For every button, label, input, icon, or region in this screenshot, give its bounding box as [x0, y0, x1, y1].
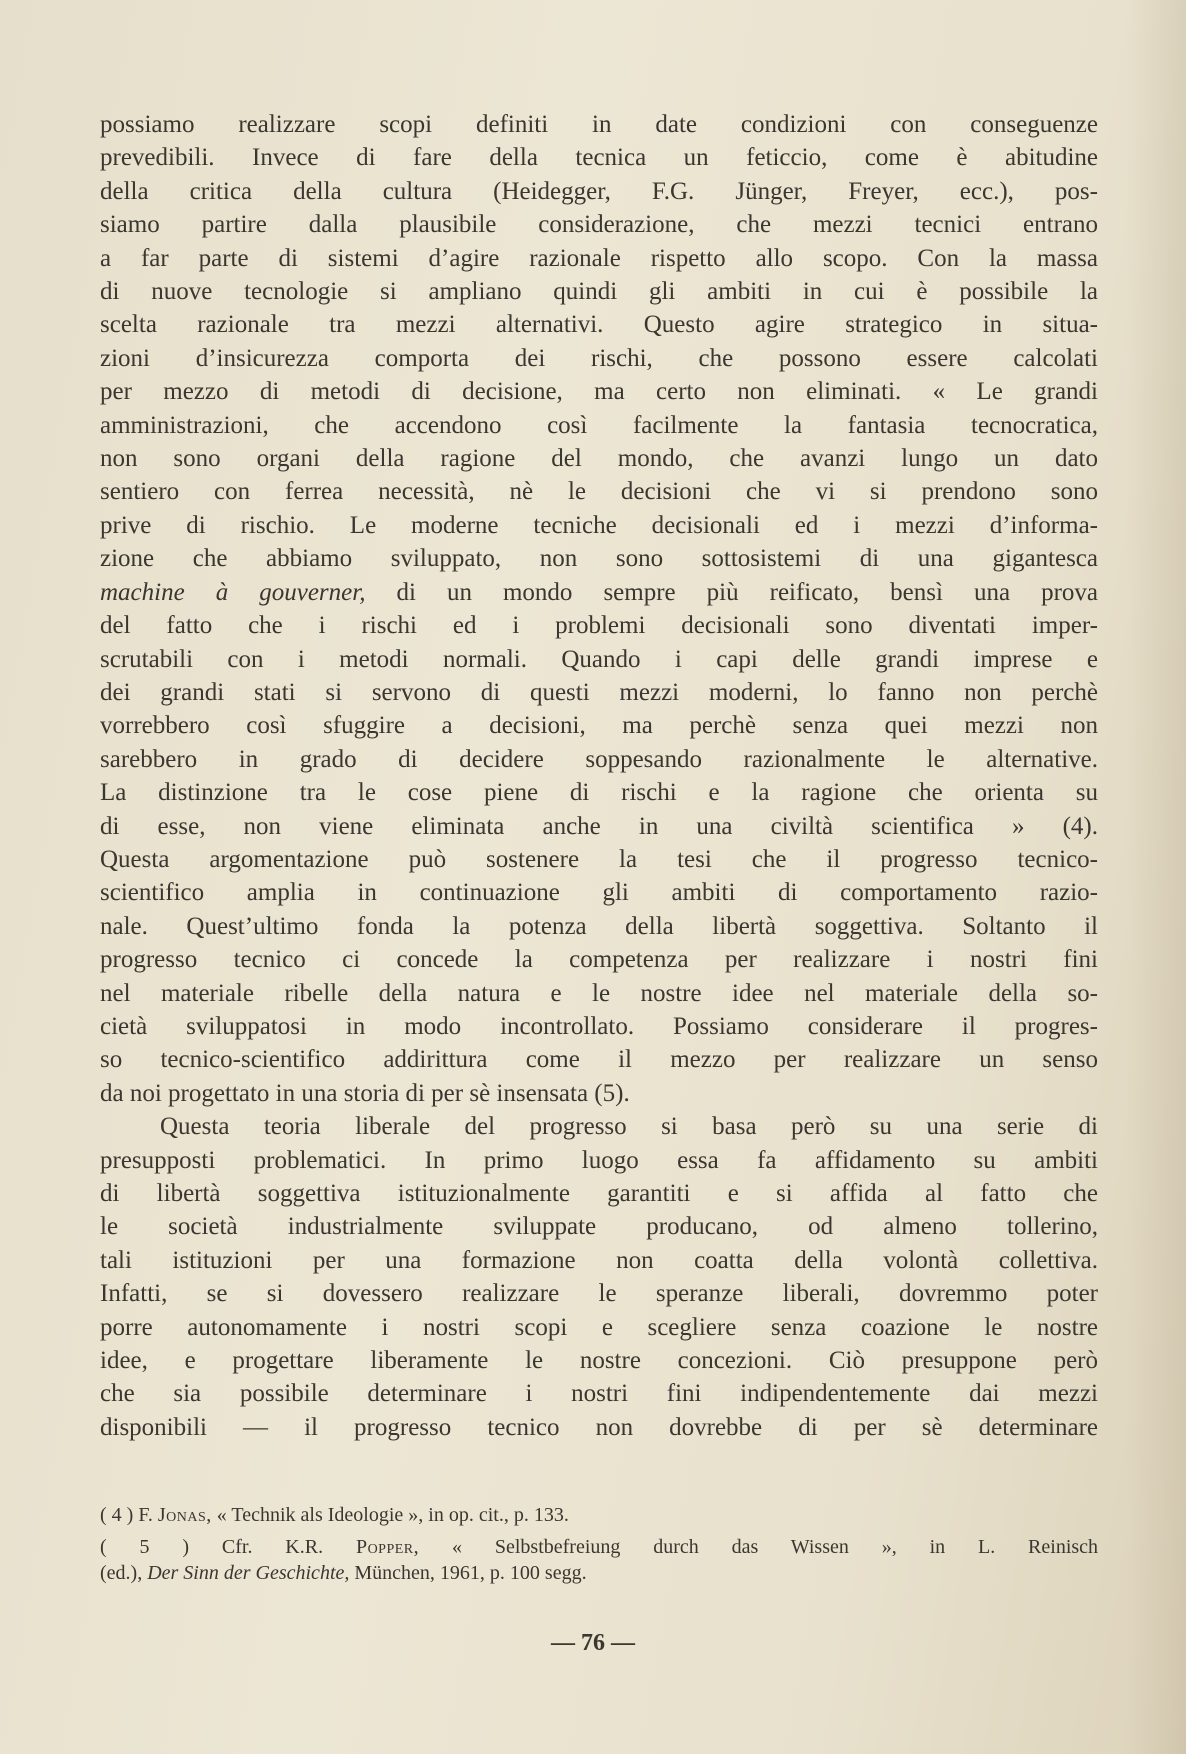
text-line: della critica della cultura (Heidegger, F.G. Jünger, Freyer, ecc.), pos- [100, 177, 1098, 205]
footnotes [100, 1502, 1098, 1592]
text-line: presupposti problematici. In primo luogo essa fa affidamento su ambiti [100, 1146, 1098, 1174]
text-line: da noi progettato in una storia di per sè insensata (5). [100, 1079, 630, 1107]
citation-publication: München, 1961, p. 100 segg. [354, 1562, 587, 1584]
text-line: scrutabili con i metodi normali. Quando i capi delle grandi imprese e [100, 645, 1098, 673]
body-text [100, 108, 1098, 1444]
text-line: vorrebbero così sfuggire a decisioni, ma perchè senza quei mezzi non [100, 712, 1098, 740]
footnote-line [100, 1534, 1098, 1560]
text-line: cietà sviluppatosi in modo incontrollato. Possiamo considerare il progres- [100, 1012, 1098, 1040]
text-line-with-italic [100, 576, 1098, 609]
paragraph-2 [100, 1110, 1098, 1444]
text-line: Infatti, se si dovessero realizzare le speranze liberali, dovremmo poter [100, 1280, 1098, 1308]
text-line: progresso tecnico ci concede la competenza per realizzare i nostri fini [100, 946, 1098, 974]
footnote-4 [100, 1502, 1098, 1528]
text-line: sarebbero in grado di decidere soppesando razionalmente le alternative. [100, 745, 1098, 773]
footnote-5 [100, 1534, 1098, 1586]
book-title: Der Sinn der Geschichte, [147, 1562, 350, 1584]
text-line: scelta razionale tra mezzi alternativi. Questo agire strategico in situa- [100, 311, 1098, 339]
text-line: zione che abbiamo sviluppato, non sono sottosistemi di una gigantesca [100, 545, 1098, 573]
text-line: idee, e progettare liberamente le nostre concezioni. Ciò presuppone però [100, 1347, 1098, 1375]
text-line: dei grandi stati si servono di questi mezzi moderni, lo fanno non perchè [100, 678, 1098, 706]
text-line: tali istituzioni per una formazione non coatta della volontà collettiva. [100, 1246, 1098, 1274]
text-line: prive di rischio. Le moderne tecniche decisionali ed i mezzi d’informa- [100, 511, 1098, 539]
author-initial: F. [138, 1504, 153, 1526]
text-line: prevedibili. Invece di fare della tecnica un feticcio, come è abitudine [100, 144, 1098, 172]
italic-phrase: machine à gouverner, [100, 578, 366, 606]
text-line: che sia possibile determinare i nostri fini indipendentemente dai mezzi [100, 1380, 1098, 1408]
line-rest: di un mondo sempre più reificato, bensì una prova [365, 578, 1098, 606]
citation-rest: « Selbstbefreiung durch das Wissen », in L. Reinisch [452, 1536, 1099, 1558]
text-line: zioni d’insicurezza comporta dei rischi, che possono essere calcolati [100, 344, 1098, 372]
text-line: di libertà soggettiva istituzionalmente garantiti e si affida al fatto che [100, 1180, 1098, 1207]
text-line: siamo partire dalla plausibile considerazione, che mezzi tecnici entrano [100, 211, 1098, 239]
text-line: per mezzo di metodi di decisione, ma certo non eliminati. « Le grandi [100, 378, 1098, 406]
page-number: — 76 — [551, 1630, 635, 1656]
text-line: sentiero con ferrea necessità, nè le decisioni che vi si prendono sono [100, 478, 1098, 506]
footnote-marker: ( 4 ) [100, 1504, 134, 1526]
text-line: a far parte di sistemi d’agire razionale rispetto allo scopo. Con la massa [100, 244, 1098, 272]
text-line: di nuove tecnologie si ampliano quindi gli ambiti in cui è possibile la [100, 278, 1098, 306]
text-line: le società industrialmente sviluppate producano, od almeno tollerino, [100, 1213, 1098, 1241]
footnote-line [100, 1560, 1098, 1586]
text-line: di esse, non viene eliminata anche in una civiltà scientifica » (4). [100, 812, 1098, 840]
text-line: Questa argomentazione può sostenere la tesi che il progresso tecnico- [100, 845, 1098, 873]
text-line: amministrazioni, che accendono così facilmente la fantasia tecnocratica, [100, 411, 1098, 439]
text-line: nel materiale ribelle della natura e le nostre idee nel materiale della so- [100, 979, 1098, 1007]
paragraph-1 [100, 108, 1098, 1110]
text-line: disponibili — il progresso tecnico non dovrebbe di per sè determinare [100, 1413, 1098, 1441]
page-edge-shadow [1126, 0, 1186, 1754]
text-line: scientifico amplia in continuazione gli ambiti di comportamento razio- [100, 879, 1098, 907]
citation-editor: (ed.), [100, 1562, 143, 1584]
text-line: del fatto che i rischi ed i problemi decisionali sono diventati imper- [100, 612, 1098, 640]
text-line: Questa teoria liberale del progresso si basa però su una serie di [160, 1113, 1098, 1141]
citation-rest: « Technik als Ideologie », in op. cit., p. 133. [216, 1504, 569, 1526]
text-line: possiamo realizzare scopi definiti in date condizioni con conseguenze [100, 111, 1098, 138]
text-line: nale. Quest’ultimo fonda la potenza della libertà soggettiva. Soltanto il [100, 912, 1098, 940]
author-name: Popper, [355, 1536, 420, 1558]
author-name: Jonas, [157, 1504, 212, 1526]
text-line: so tecnico-scientifico addirittura come il mezzo per realizzare un senso [100, 1046, 1098, 1074]
text-line: porre autonomamente i nostri scopi e scegliere senza coazione le nostre [100, 1313, 1098, 1341]
text-line: La distinzione tra le cose piene di rischi e la ragione che orienta su [100, 779, 1098, 807]
footnote-marker: ( 5 ) [100, 1536, 190, 1558]
text-line: non sono organi della ragione del mondo, che avanzi lungo un dato [100, 445, 1098, 473]
footnote-line [100, 1502, 1098, 1528]
citation-prefix: Cfr. K.R. [221, 1536, 324, 1558]
